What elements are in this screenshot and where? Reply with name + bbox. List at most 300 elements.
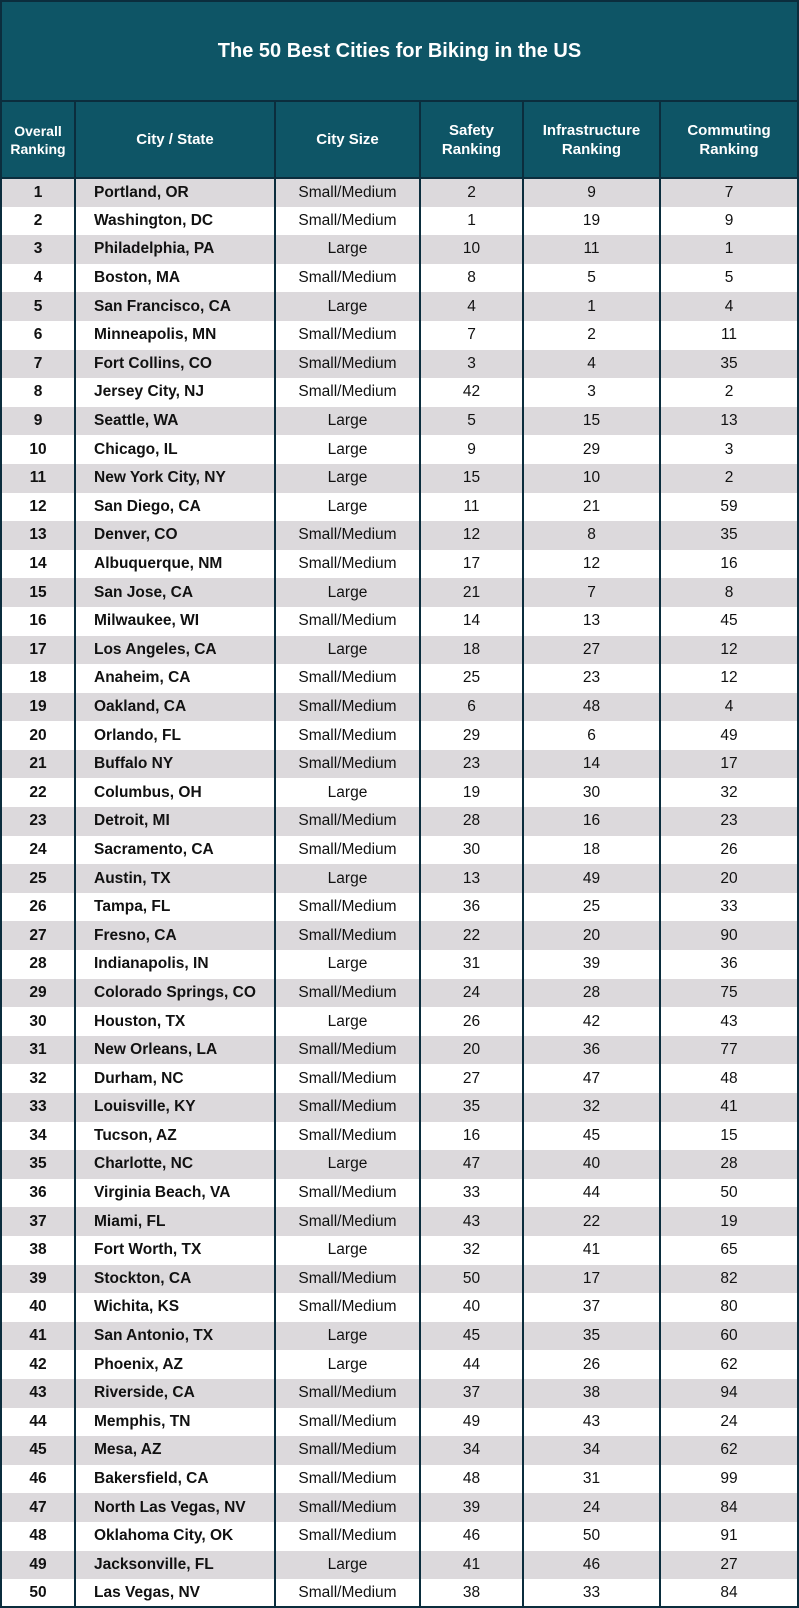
table-row [2,493,797,522]
safety-cell: 5 [420,407,523,436]
rank-cell: 31 [2,1036,75,1065]
city-cell: San Jose, CA [75,578,275,607]
size-cell: Small/Medium [275,1465,420,1494]
table-row [2,1265,797,1294]
rank-cell: 9 [2,407,75,436]
commuting-cell: 45 [660,607,797,636]
city-cell: San Francisco, CA [75,292,275,321]
rank-cell: 15 [2,578,75,607]
size-cell: Small/Medium [275,664,420,693]
table-row [2,664,797,693]
infrastructure-cell: 26 [523,1350,660,1379]
rank-cell: 1 [2,178,75,207]
city-cell: Memphis, TN [75,1408,275,1437]
commuting-cell: 35 [660,350,797,379]
table-row [2,378,797,407]
safety-cell: 34 [420,1436,523,1465]
size-cell: Small/Medium [275,807,420,836]
commuting-cell: 62 [660,1350,797,1379]
ranking-table [2,102,797,1608]
city-cell: Houston, TX [75,1007,275,1036]
size-cell: Small/Medium [275,1093,420,1122]
size-cell: Large [275,235,420,264]
infrastructure-cell: 37 [523,1293,660,1322]
infrastructure-cell: 49 [523,864,660,893]
commuting-cell: 4 [660,292,797,321]
safety-cell: 12 [420,521,523,550]
city-cell: Los Angeles, CA [75,636,275,665]
safety-cell: 36 [420,893,523,922]
rank-cell: 34 [2,1122,75,1151]
rank-cell: 20 [2,721,75,750]
rank-cell: 2 [2,207,75,236]
table-row [2,350,797,379]
column-header-city-size: City Size [275,102,420,178]
commuting-cell: 65 [660,1236,797,1265]
table-row [2,1150,797,1179]
commuting-cell: 41 [660,1093,797,1122]
table-row [2,264,797,293]
commuting-cell: 7 [660,178,797,207]
infrastructure-cell: 41 [523,1236,660,1265]
size-cell: Small/Medium [275,1064,420,1093]
rank-cell: 33 [2,1093,75,1122]
rank-cell: 19 [2,693,75,722]
infrastructure-cell: 36 [523,1036,660,1065]
commuting-cell: 80 [660,1293,797,1322]
size-cell: Small/Medium [275,1036,420,1065]
commuting-cell: 9 [660,207,797,236]
size-cell: Large [275,435,420,464]
city-cell: Tampa, FL [75,893,275,922]
rank-cell: 41 [2,1322,75,1351]
table-row [2,1551,797,1580]
size-cell: Large [275,950,420,979]
city-cell: Albuquerque, NM [75,550,275,579]
city-cell: Philadelphia, PA [75,235,275,264]
column-header-infrastructure-ranking: Infrastructure Ranking [523,102,660,178]
rank-cell: 28 [2,950,75,979]
commuting-cell: 8 [660,578,797,607]
size-cell: Large [275,778,420,807]
commuting-cell: 27 [660,1551,797,1580]
size-cell: Small/Medium [275,1408,420,1437]
rank-cell: 5 [2,292,75,321]
city-cell: New York City, NY [75,464,275,493]
table-row [2,235,797,264]
commuting-cell: 16 [660,550,797,579]
rank-cell: 18 [2,664,75,693]
safety-cell: 7 [420,321,523,350]
table-row [2,921,797,950]
rank-cell: 48 [2,1522,75,1551]
table-row [2,1293,797,1322]
rank-cell: 13 [2,521,75,550]
safety-cell: 31 [420,950,523,979]
safety-cell: 39 [420,1493,523,1522]
infrastructure-cell: 24 [523,1493,660,1522]
commuting-cell: 15 [660,1122,797,1151]
rank-cell: 44 [2,1408,75,1437]
table-row [2,521,797,550]
safety-cell: 46 [420,1522,523,1551]
size-cell: Large [275,1007,420,1036]
city-cell: Portland, OR [75,178,275,207]
city-cell: Stockton, CA [75,1265,275,1294]
city-cell: Colorado Springs, CO [75,979,275,1008]
rank-cell: 23 [2,807,75,836]
table-row [2,178,797,207]
city-cell: Indianapolis, IN [75,950,275,979]
infrastructure-cell: 42 [523,1007,660,1036]
size-cell: Small/Medium [275,921,420,950]
safety-cell: 23 [420,750,523,779]
infrastructure-cell: 31 [523,1465,660,1494]
city-cell: Sacramento, CA [75,836,275,865]
city-cell: Louisville, KY [75,1093,275,1122]
safety-cell: 32 [420,1236,523,1265]
city-cell: North Las Vegas, NV [75,1493,275,1522]
rank-cell: 27 [2,921,75,950]
size-cell: Small/Medium [275,721,420,750]
city-cell: Durham, NC [75,1064,275,1093]
commuting-cell: 60 [660,1322,797,1351]
size-cell: Small/Medium [275,1293,420,1322]
infrastructure-cell: 39 [523,950,660,979]
rank-cell: 22 [2,778,75,807]
size-cell: Large [275,1150,420,1179]
infrastructure-cell: 25 [523,893,660,922]
rank-cell: 32 [2,1064,75,1093]
table-row [2,578,797,607]
safety-cell: 2 [420,178,523,207]
size-cell: Small/Medium [275,893,420,922]
table-row [2,1465,797,1494]
table-row [2,407,797,436]
table-row [2,1408,797,1437]
size-cell: Large [275,864,420,893]
city-cell: Wichita, KS [75,1293,275,1322]
safety-cell: 14 [420,607,523,636]
city-cell: Minneapolis, MN [75,321,275,350]
infrastructure-cell: 21 [523,493,660,522]
infrastructure-cell: 29 [523,435,660,464]
rank-cell: 46 [2,1465,75,1494]
commuting-cell: 19 [660,1207,797,1236]
city-cell: Mesa, AZ [75,1436,275,1465]
table-row [2,979,797,1008]
table-row [2,893,797,922]
infrastructure-cell: 38 [523,1379,660,1408]
safety-cell: 3 [420,350,523,379]
infrastructure-cell: 45 [523,1122,660,1151]
city-cell: Fort Collins, CO [75,350,275,379]
rank-cell: 30 [2,1007,75,1036]
city-cell: Boston, MA [75,264,275,293]
city-cell: Bakersfield, CA [75,1465,275,1494]
table-row [2,693,797,722]
infrastructure-cell: 1 [523,292,660,321]
column-header-overall-ranking: Overall Ranking [2,102,75,178]
rank-cell: 35 [2,1150,75,1179]
infrastructure-cell: 32 [523,1093,660,1122]
column-header-commuting-ranking: Commuting Ranking [660,102,797,178]
safety-cell: 11 [420,493,523,522]
commuting-cell: 24 [660,1408,797,1437]
commuting-cell: 2 [660,464,797,493]
commuting-cell: 1 [660,235,797,264]
table-row [2,550,797,579]
size-cell: Small/Medium [275,321,420,350]
infrastructure-cell: 48 [523,693,660,722]
rank-cell: 47 [2,1493,75,1522]
commuting-cell: 35 [660,521,797,550]
rank-cell: 26 [2,893,75,922]
safety-cell: 16 [420,1122,523,1151]
table-row [2,1093,797,1122]
table-row [2,1007,797,1036]
city-cell: Detroit, MI [75,807,275,836]
infrastructure-cell: 10 [523,464,660,493]
rank-cell: 14 [2,550,75,579]
infrastructure-cell: 3 [523,378,660,407]
size-cell: Small/Medium [275,1179,420,1208]
commuting-cell: 4 [660,693,797,722]
table-row [2,1436,797,1465]
size-cell: Small/Medium [275,607,420,636]
size-cell: Large [275,1236,420,1265]
infrastructure-cell: 44 [523,1179,660,1208]
city-cell: Oakland, CA [75,693,275,722]
rank-cell: 10 [2,435,75,464]
table-row [2,321,797,350]
safety-cell: 41 [420,1551,523,1580]
infrastructure-cell: 28 [523,979,660,1008]
commuting-cell: 26 [660,836,797,865]
safety-cell: 40 [420,1293,523,1322]
table-row [2,1064,797,1093]
safety-cell: 8 [420,264,523,293]
city-cell: San Diego, CA [75,493,275,522]
infrastructure-cell: 43 [523,1408,660,1437]
safety-cell: 13 [420,864,523,893]
size-cell: Large [275,1350,420,1379]
safety-cell: 49 [420,1408,523,1437]
table-row [2,435,797,464]
commuting-cell: 50 [660,1179,797,1208]
rank-cell: 7 [2,350,75,379]
safety-cell: 37 [420,1379,523,1408]
rank-cell: 42 [2,1350,75,1379]
city-cell: Jacksonville, FL [75,1551,275,1580]
rank-cell: 43 [2,1379,75,1408]
city-cell: Chicago, IL [75,435,275,464]
rank-cell: 37 [2,1207,75,1236]
rank-cell: 17 [2,636,75,665]
rank-cell: 6 [2,321,75,350]
city-cell: Buffalo NY [75,750,275,779]
city-cell: Anaheim, CA [75,664,275,693]
safety-cell: 33 [420,1179,523,1208]
infrastructure-cell: 7 [523,578,660,607]
rank-cell: 3 [2,235,75,264]
infrastructure-cell: 20 [523,921,660,950]
table-row [2,836,797,865]
safety-cell: 28 [420,807,523,836]
infrastructure-cell: 19 [523,207,660,236]
rank-cell: 29 [2,979,75,1008]
infrastructure-cell: 18 [523,836,660,865]
city-cell: Fort Worth, TX [75,1236,275,1265]
rank-cell: 8 [2,378,75,407]
city-cell: Jersey City, NJ [75,378,275,407]
rank-cell: 24 [2,836,75,865]
commuting-cell: 20 [660,864,797,893]
city-cell: Austin, TX [75,864,275,893]
table-row [2,807,797,836]
infrastructure-cell: 14 [523,750,660,779]
infrastructure-cell: 16 [523,807,660,836]
infrastructure-cell: 30 [523,778,660,807]
size-cell: Small/Medium [275,178,420,207]
table-row [2,636,797,665]
table-row [2,950,797,979]
rank-cell: 11 [2,464,75,493]
size-cell: Small/Medium [275,1493,420,1522]
commuting-cell: 3 [660,435,797,464]
size-cell: Large [275,578,420,607]
infrastructure-cell: 8 [523,521,660,550]
safety-cell: 20 [420,1036,523,1065]
table-row [2,607,797,636]
column-header-safety-ranking: Safety Ranking [420,102,523,178]
infrastructure-cell: 17 [523,1265,660,1294]
rank-cell: 36 [2,1179,75,1208]
rank-cell: 16 [2,607,75,636]
table-row [2,1236,797,1265]
size-cell: Small/Medium [275,1122,420,1151]
city-cell: Charlotte, NC [75,1150,275,1179]
infrastructure-cell: 2 [523,321,660,350]
commuting-cell: 59 [660,493,797,522]
safety-cell: 47 [420,1150,523,1179]
safety-cell: 1 [420,207,523,236]
size-cell: Small/Medium [275,521,420,550]
infrastructure-cell: 12 [523,550,660,579]
safety-cell: 17 [420,550,523,579]
table-row [2,1122,797,1151]
safety-cell: 6 [420,693,523,722]
safety-cell: 45 [420,1322,523,1351]
city-cell: Columbus, OH [75,778,275,807]
table-row [2,464,797,493]
table-title: The 50 Best Cities for Biking in the US [2,2,797,102]
infrastructure-cell: 6 [523,721,660,750]
commuting-cell: 82 [660,1265,797,1294]
commuting-cell: 12 [660,664,797,693]
safety-cell: 15 [420,464,523,493]
infrastructure-cell: 13 [523,607,660,636]
city-cell: Denver, CO [75,521,275,550]
safety-cell: 27 [420,1064,523,1093]
safety-cell: 29 [420,721,523,750]
infrastructure-cell: 11 [523,235,660,264]
city-cell: Phoenix, AZ [75,1350,275,1379]
infrastructure-cell: 35 [523,1322,660,1351]
city-cell: Riverside, CA [75,1379,275,1408]
infrastructure-cell: 22 [523,1207,660,1236]
infrastructure-cell: 46 [523,1551,660,1580]
infrastructure-cell: 47 [523,1064,660,1093]
infrastructure-cell: 5 [523,264,660,293]
commuting-cell: 84 [660,1579,797,1608]
commuting-cell: 17 [660,750,797,779]
city-cell: Seattle, WA [75,407,275,436]
commuting-cell: 33 [660,893,797,922]
infrastructure-cell: 9 [523,178,660,207]
size-cell: Large [275,1322,420,1351]
commuting-cell: 75 [660,979,797,1008]
rank-cell: 38 [2,1236,75,1265]
infrastructure-cell: 33 [523,1579,660,1608]
commuting-cell: 77 [660,1036,797,1065]
safety-cell: 42 [420,378,523,407]
rank-cell: 49 [2,1551,75,1580]
city-cell: Tucson, AZ [75,1122,275,1151]
table-row [2,1322,797,1351]
size-cell: Large [275,292,420,321]
rank-cell: 40 [2,1293,75,1322]
table-row [2,1179,797,1208]
safety-cell: 24 [420,979,523,1008]
table-body [2,178,797,1608]
rank-cell: 21 [2,750,75,779]
city-cell: Miami, FL [75,1207,275,1236]
table-row [2,207,797,236]
safety-cell: 19 [420,778,523,807]
size-cell: Small/Medium [275,1579,420,1608]
city-cell: Oklahoma City, OK [75,1522,275,1551]
safety-cell: 38 [420,1579,523,1608]
size-cell: Large [275,407,420,436]
size-cell: Small/Medium [275,207,420,236]
size-cell: Small/Medium [275,693,420,722]
size-cell: Small/Medium [275,350,420,379]
safety-cell: 43 [420,1207,523,1236]
table-row [2,1522,797,1551]
infrastructure-cell: 40 [523,1150,660,1179]
table-row [2,1350,797,1379]
commuting-cell: 62 [660,1436,797,1465]
safety-cell: 30 [420,836,523,865]
city-cell: Virginia Beach, VA [75,1179,275,1208]
header-row [2,102,797,178]
column-header-city-state: City / State [75,102,275,178]
size-cell: Small/Medium [275,1379,420,1408]
commuting-cell: 43 [660,1007,797,1036]
size-cell: Small/Medium [275,979,420,1008]
city-cell: New Orleans, LA [75,1036,275,1065]
safety-cell: 48 [420,1465,523,1494]
size-cell: Small/Medium [275,378,420,407]
commuting-cell: 49 [660,721,797,750]
rank-cell: 50 [2,1579,75,1608]
table-row [2,750,797,779]
size-cell: Small/Medium [275,1522,420,1551]
city-cell: Washington, DC [75,207,275,236]
commuting-cell: 12 [660,636,797,665]
safety-cell: 21 [420,578,523,607]
